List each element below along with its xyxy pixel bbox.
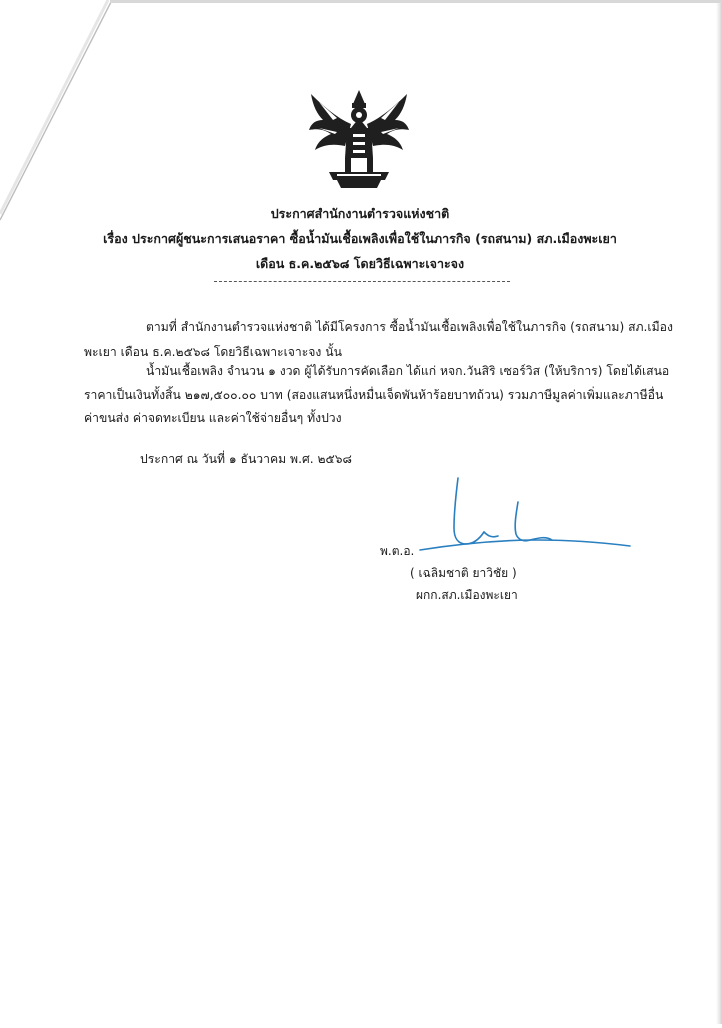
garuda-emblem-icon [307,88,411,190]
body-line-5: ค่าขนส่ง ค่าจดทะเบียน และค่าใช้จ่ายอื่นๆ ทั้งปวง [84,411,342,425]
document-subject: เรื่อง ประกาศผู้ชนะการเสนอราคา ซื้อน้ำมันเชื้อเพลิงเพื่อใช้ในภารกิจ (รถสนาม) สภ.เมืองพะเยา [103,231,617,246]
body-line-3: น้ำมันเชื้อเพลิง จำนวน ๑ งวด ผู้ได้รับการคัดเลือก ได้แก่ หจก.วันสิริ เซอร์วิส (ให้บริการ) โดยได้เสนอ [146,364,670,378]
body-line-4: ราคาเป็นเงินทั้งสิ้น ๒๑๗,๕๐๐.๐๐ บาท (สองแสนหนึ่งหมื่นเจ็ดพันห้าร้อยบาทถ้วน) รวมภาษีมูลค่าเพิ่มและภาษีอื่น [84,388,664,402]
scan-shadow-right [716,0,722,1024]
title-divider [214,281,510,282]
document-period: เดือน ธ.ค.๒๕๖๘ โดยวิธีเฉพาะเจาะจง [255,256,465,271]
announcement-date: ประกาศ ณ วันที่ ๑ ธันวาคม พ.ศ. ๒๕๖๘ [140,452,352,466]
body-line-1: ตามที่ สำนักงานตำรวจแห่งชาติ ได้มีโครงการ ซื้อน้ำมันเชื้อเพลิงเพื่อใช้ในภารกิจ (รถสนาม) สภ.เมือง [146,320,673,334]
signer-name: ( เฉลิมชาติ ยาวิชัย ) [410,566,517,580]
document-title: ประกาศสำนักงานตำรวจแห่งชาติ [270,206,450,221]
signer-rank: พ.ต.อ. [380,544,415,558]
handwritten-signature [418,474,634,560]
scan-shadow-top [110,0,722,3]
body-line-2: พะเยา เดือน ธ.ค.๒๕๖๘ โดยวิธีเฉพาะเจาะจง นั้น [84,345,342,359]
signer-position: ผกก.สภ.เมืองพะเยา [416,588,518,602]
